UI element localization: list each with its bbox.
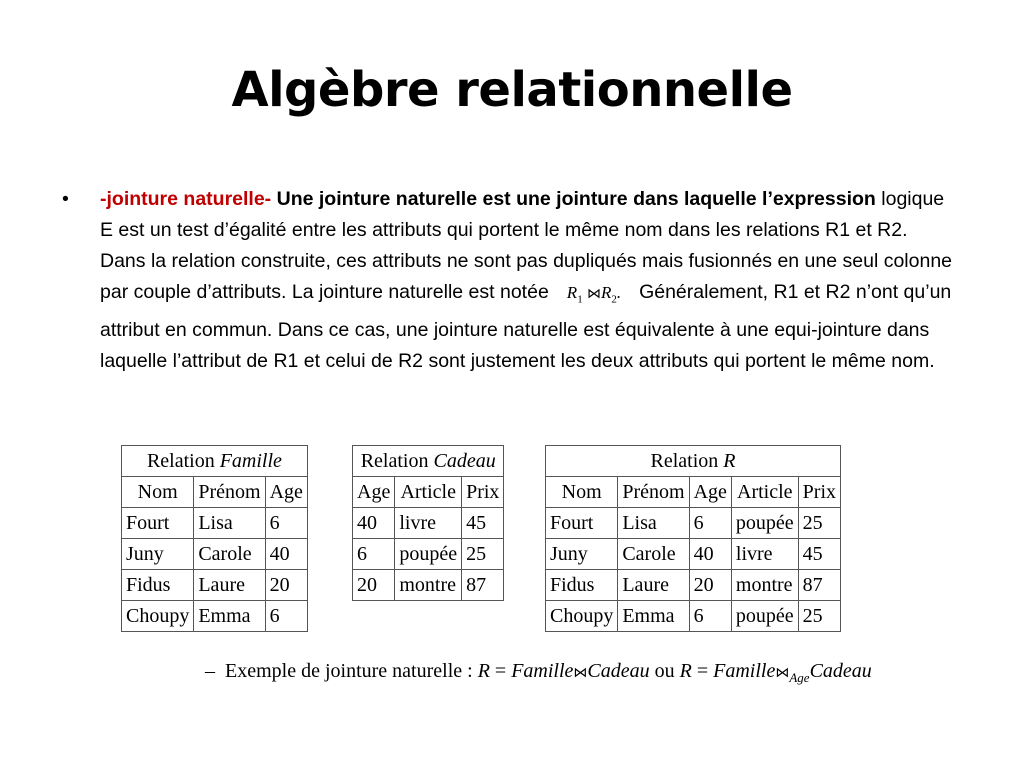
body-text-2: Généralement, R1 et R2 n’ont qu’un attribut en commun. Dans ce cas, une jointure naturelle est équivalente à une equi-jointure dans laquelle l’attribut de R1 et celui de R2 sont justement les deux attributs qui portent le même nom. — [100, 281, 952, 373]
table-row: Juny Carole 40 — [122, 539, 308, 570]
col-header: Age — [265, 477, 307, 508]
table-row: Juny Carole 40 livre 45 — [546, 539, 841, 570]
col-header: Age — [689, 477, 731, 508]
table-caption: Relation Famille — [122, 446, 308, 477]
col-header: Article — [395, 477, 462, 508]
col-header: Prénom — [194, 477, 265, 508]
table-r — [545, 445, 841, 632]
join-notation: $R_1$ $⋈R_2$. — [566, 283, 622, 306]
join-operator-icon: ⋈ — [775, 665, 790, 681]
table-cadeau — [352, 445, 504, 601]
col-header: Prénom — [618, 477, 689, 508]
slide-title: Algèbre relationnelle — [231, 62, 793, 118]
bullet-text — [100, 184, 958, 377]
bullet-marker: • — [62, 188, 69, 210]
table-row: Fourt Lisa 6 — [122, 508, 308, 539]
term-label: -jointure naturelle- — [100, 188, 272, 210]
table-row: Fourt Lisa 6 poupée 25 — [546, 508, 841, 539]
table-row: Choupy Emma 6 — [122, 601, 308, 632]
table-famille — [121, 445, 308, 632]
table-row: 40 livre 45 — [353, 508, 504, 539]
col-header: Nom — [122, 477, 194, 508]
join-operator-icon: ⋈ — [573, 665, 588, 681]
col-header: Prix — [462, 477, 504, 508]
bullet-item — [62, 184, 962, 377]
col-header: Article — [731, 477, 798, 508]
example-line: – Exemple de jointure naturelle : R = Famille⋈Cadeau ou $R = Famille⋈_{Age}Cadeau$ — [205, 660, 872, 685]
col-header: Prix — [798, 477, 840, 508]
table-caption: Relation Cadeau — [353, 446, 504, 477]
col-header: Nom — [546, 477, 618, 508]
table-row: Fidus Laure 20 montre 87 — [546, 570, 841, 601]
table-row: Choupy Emma 6 poupée 25 — [546, 601, 841, 632]
col-header: Age — [353, 477, 395, 508]
table-row: 20 montre 87 — [353, 570, 504, 601]
join-operator-icon: ⋈ — [586, 286, 601, 302]
table-caption: Relation R — [546, 446, 841, 477]
bold-intro: Une jointure naturelle est une jointure dans laquelle l’expression — [276, 188, 876, 210]
table-row: 6 poupée 25 — [353, 539, 504, 570]
body-text-1: logique E est un test d’égalité entre les attributs qui portent le même nom dans les relations R1 et R2. Dans la relation construite, ces attributs ne sont pas dupliqués mais fusionnés en une seul colonne par couple d’attributs. La jointure naturelle est notée — [100, 188, 953, 303]
table-row: Fidus Laure 20 — [122, 570, 308, 601]
